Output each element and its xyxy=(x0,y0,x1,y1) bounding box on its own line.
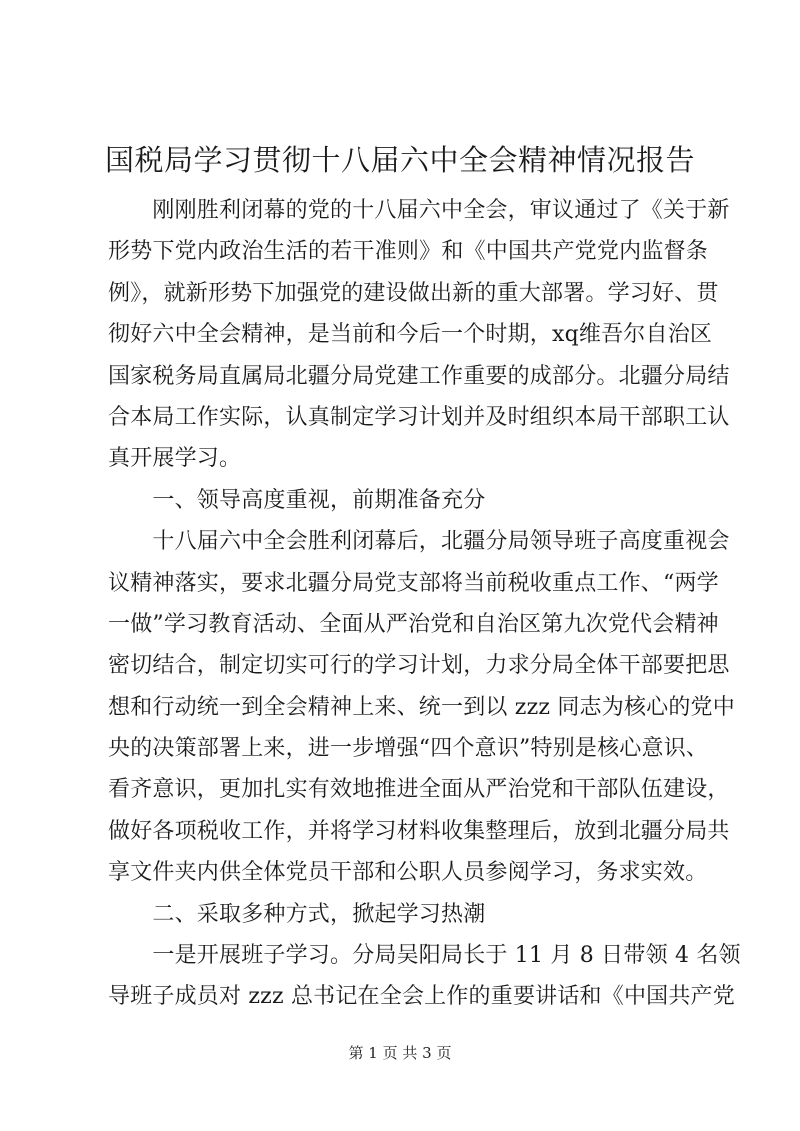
text-line: 做好各项税收工作，并将学习材料收集整理后，放到北疆分局共 xyxy=(108,818,730,844)
body-text xyxy=(108,190,741,1018)
text-line: 彻好六中全会精神，是当前和今后一个时期，xq维吾尔自治区 xyxy=(108,322,713,348)
text-line: 议精神落实，要求北疆分局党支部将当前税收重点工作、“两学 xyxy=(108,570,719,596)
text-line: 十八届六中全会胜利闭幕后，北疆分局领导班子高度重视会 xyxy=(108,529,730,555)
text-line: 国家税务局直属局北疆分局党建工作重要的成部分。北疆分局结 xyxy=(108,363,730,389)
text-line: 合本局工作实际，认真制定学习计划并及时组织本局干部职工认 xyxy=(108,404,730,430)
text-line: 真开展学习。 xyxy=(108,446,242,472)
text-line: 享文件夹内供全体党员干部和公职人员参阅学习，务求实效。 xyxy=(108,860,708,886)
text-line: 二、采取多种方式，掀起学习热潮 xyxy=(108,901,486,927)
text-line: 例》，就新形势下加强党的建设做出新的重大部署。学习好、贯 xyxy=(108,280,719,306)
text-line: 想和行动统一到全会精神上来、统一到以 zzz 同志为核心的党中 xyxy=(108,694,735,720)
text-line: 央的决策部署上来，进一步增强“四个意识”特别是核心意识、 xyxy=(108,736,709,762)
text-line: 导班子成员对 zzz 总书记在全会上作的重要讲话和《中国共产党 xyxy=(108,984,735,1010)
text-line: 形势下党内政治生活的若干准则》和《中国共产党党内监督条 xyxy=(108,239,708,265)
text-line: 刚刚胜利闭幕的党的十八届六中全会，审议通过了《关于新 xyxy=(108,198,730,223)
page-footer: 第 1 页 共 3 页 xyxy=(348,1044,452,1062)
text-line: 一、领导高度重视，前期准备充分 xyxy=(108,487,486,513)
page-title: 国税局学习贯彻十八届六中全会精神情况报告 xyxy=(104,143,695,177)
text-line: 一做”学习教育活动、全面从严治党和自治区第九次党代会精神 xyxy=(108,611,719,637)
text-line: 密切结合，制定切实可行的学习计划，力求分局全体干部要把思 xyxy=(108,653,730,679)
text-line: 看齐意识，更加扎实有效地推进全面从严治党和干部队伍建设， xyxy=(108,777,730,803)
text-line: 一是开展班子学习。分局吴阳局长于 11 月 8 日带领 4 名领 xyxy=(108,943,741,969)
